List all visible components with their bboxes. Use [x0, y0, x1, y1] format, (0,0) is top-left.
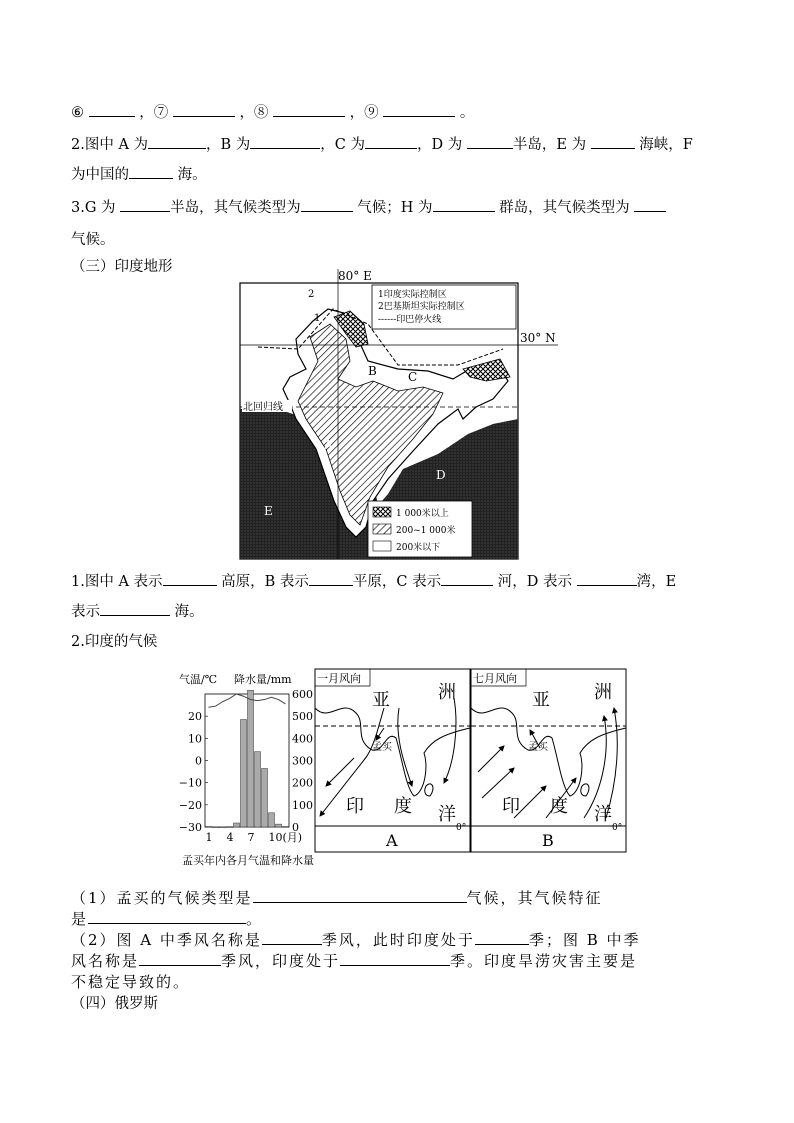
precip-bar-1	[206, 826, 212, 827]
blank-6[interactable]	[89, 102, 135, 117]
svg-text:0°: 0°	[612, 823, 623, 833]
climate-q2-end: 不稳定导致的。	[71, 973, 191, 991]
label-c: C	[408, 370, 418, 384]
blank-a[interactable]	[148, 134, 206, 149]
blank-9[interactable]	[383, 102, 455, 117]
wind-panel-b	[471, 669, 626, 852]
x-tick-label: 1	[205, 831, 213, 844]
left-tick-label: 20	[188, 710, 202, 724]
blank-monsoon-a[interactable]	[262, 930, 322, 945]
legend-actual-india: 1印度实际控制区	[378, 290, 447, 300]
svg-text:印: 印	[346, 796, 364, 817]
question-3: 3.G 为 半岛，其气候类型为 气候；H 为 群岛，其气候类型为	[71, 196, 666, 217]
x-tick-label: 7	[247, 831, 255, 844]
label-tropic: 北回归线	[243, 402, 283, 413]
left-tick-label: 10	[188, 732, 202, 746]
precip-bar-5	[234, 823, 240, 827]
panel-b-letter: B	[542, 831, 554, 850]
blank-h-climate[interactable]	[634, 197, 666, 212]
right-tick-label: 100	[292, 798, 313, 812]
climate-q2-cont: 风名称是 季风，印度处于 季。印度旱涝灾害主要是	[71, 952, 638, 970]
x-tick-label: 4	[226, 831, 234, 844]
india-terrain-map	[238, 269, 558, 561]
left-ticks	[179, 710, 208, 834]
ylabel-precip: 降水量/mm	[234, 673, 292, 686]
ylabel-temp: 气温/℃	[179, 673, 218, 686]
blank-7[interactable]	[173, 102, 235, 117]
right-tick-label: 0	[292, 821, 299, 834]
section-3-heading: （三）印度地形	[71, 259, 173, 275]
svg-text:度: 度	[550, 796, 568, 817]
svg-text:亚: 亚	[532, 690, 550, 711]
terrain-question-1: 1.图中 A 表示 高原，B 表示 平原，C 表示 河，D 表示 湾，E	[71, 570, 676, 591]
precip-bar-8	[255, 752, 261, 827]
blank-8[interactable]	[273, 102, 345, 117]
blank-river[interactable]	[441, 571, 493, 586]
svg-text:洲: 洲	[438, 682, 456, 703]
svg-text:洋: 洋	[438, 804, 456, 825]
blank-sea[interactable]	[100, 601, 170, 616]
label-e: E	[264, 504, 273, 518]
left-tick-label: −30	[178, 821, 202, 834]
right-tick-label: 500	[292, 710, 313, 724]
precip-bar-12	[283, 826, 289, 827]
fill-line-6-9: ⑥ ，⑦ ，⑧ ，⑨ 。	[71, 101, 474, 122]
label-a: A	[324, 438, 333, 452]
label-2: 2	[308, 289, 315, 300]
svg-text:洲: 洲	[594, 682, 612, 703]
legend-ceasefire: ------印巴停火线	[378, 315, 442, 325]
left-tick-label: 0	[195, 754, 202, 768]
right-tick-label: 200	[292, 776, 313, 790]
blank-season-b[interactable]	[340, 951, 450, 966]
right-tick-label: 300	[292, 754, 313, 768]
climate-q1-cont: 是 。	[71, 910, 264, 928]
right-tick-label: 600	[292, 688, 313, 701]
svg-text:亚: 亚	[372, 690, 390, 711]
blank-h[interactable]	[433, 197, 495, 212]
svg-text:孟买: 孟买	[528, 742, 548, 753]
label-b: B	[368, 364, 377, 378]
blank-d[interactable]	[467, 134, 513, 149]
blank-f[interactable]	[129, 164, 173, 179]
precip-bar-6	[241, 719, 247, 827]
label-30n: 30° N	[520, 331, 556, 345]
precip-bar-3	[220, 827, 226, 828]
panel-b-title: 七月风向	[473, 672, 517, 685]
plot-area	[205, 694, 289, 827]
blank-climate-type[interactable]	[253, 888, 467, 903]
precip-bar-7	[248, 690, 254, 827]
precip-bar-10	[269, 813, 275, 827]
svg-text:印: 印	[502, 796, 520, 817]
blank-bay[interactable]	[577, 571, 637, 586]
left-tick-label: −20	[178, 798, 202, 812]
precip-bar-2	[213, 827, 219, 828]
svg-text:度: 度	[394, 796, 412, 817]
blank-monsoon-b[interactable]	[139, 951, 221, 966]
question-2-cont: 为中国的 海。	[71, 163, 207, 184]
x-tick-label: 10(月)	[268, 831, 303, 844]
chart-title: 孟买年内各月气温和降水量	[182, 854, 314, 867]
climate-q2: （2）图 A 中季风名称是 季风，此时印度处于 季；图 B 中季	[71, 931, 641, 949]
blank-season-a[interactable]	[475, 930, 529, 945]
panel-a-letter: A	[386, 831, 398, 850]
right-tick-label: 400	[292, 732, 313, 746]
section-4-heading: （四）俄罗斯	[71, 996, 158, 1012]
blank-c[interactable]	[365, 134, 417, 149]
blank-climate-feature[interactable]	[88, 909, 246, 924]
svg-text:0°: 0°	[456, 823, 467, 833]
precip-bar-9	[262, 768, 268, 827]
svg-text:洋: 洋	[594, 804, 612, 825]
blank-g-climate[interactable]	[301, 197, 353, 212]
svg-text:孟买: 孟买	[372, 742, 392, 753]
blank-plateau[interactable]	[163, 571, 217, 586]
wind-maps	[314, 668, 628, 854]
right-ticks	[292, 688, 313, 834]
left-tick-label: −10	[178, 776, 202, 790]
legend-1000m: 1 000米以上	[396, 509, 449, 519]
blank-g[interactable]	[120, 197, 170, 212]
wind-panel-a	[315, 669, 470, 852]
x-ticks	[206, 831, 303, 844]
label-1: 1	[314, 313, 321, 324]
question-3-cont: 气候。	[71, 232, 115, 248]
climate-q1: （1）孟买的气候类型是 气候，其气候特征	[71, 889, 603, 907]
mumbai-climate-chart	[176, 668, 322, 872]
legend-200-1000m: 200~1 000米	[396, 526, 456, 536]
precip-bar-11	[276, 824, 282, 827]
legend-200m: 200米以下	[396, 543, 441, 553]
panel-a-title: 一月风向	[317, 672, 361, 685]
terrain-question-1-cont: 表示 海。	[71, 600, 204, 621]
blank-e[interactable]	[591, 134, 635, 149]
label-80e: 80° E	[338, 269, 372, 283]
label-d: D	[436, 468, 446, 482]
legend-actual-pakistan: 2巴基斯坦实际控制区	[378, 302, 465, 312]
climate-heading: 2.印度的气候	[71, 634, 158, 650]
blank-plain[interactable]	[309, 571, 353, 586]
question-2: 2.图中 A 为 ，B 为 ，C 为 ，D 为 半岛，E 为 海峡，F	[71, 133, 693, 154]
blank-b[interactable]	[250, 134, 320, 149]
precip-bar-4	[227, 827, 233, 828]
